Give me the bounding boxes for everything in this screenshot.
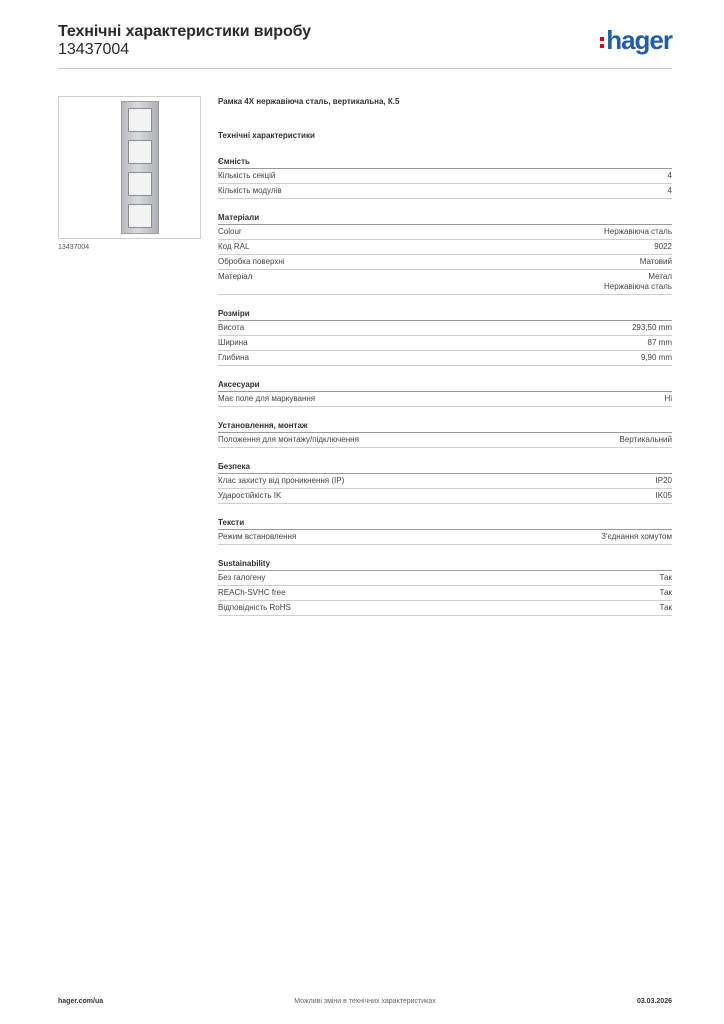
- spec-row: [218, 321, 672, 336]
- section-title: Установлення, монтаж: [218, 420, 672, 433]
- section-title: Аксесуари: [218, 379, 672, 392]
- spec-row: [218, 433, 672, 448]
- spec-row: [218, 225, 672, 240]
- spec-row: [218, 530, 672, 545]
- spec-label: Кількість модулів: [218, 186, 282, 195]
- spec-row: [218, 571, 672, 586]
- frame-opening: [128, 140, 152, 164]
- footer-website-link[interactable]: hager.com/ua: [58, 998, 104, 1005]
- spec-row: [218, 392, 672, 407]
- spec-value: З'єднання хомутом: [601, 532, 672, 541]
- spec-row: [218, 351, 672, 366]
- document-title: Технічні характеристики виробу: [58, 23, 311, 40]
- spec-label: Обробка поверхні: [218, 257, 285, 266]
- frame-opening: [128, 204, 152, 228]
- spec-label: Має поле для маркування: [218, 394, 316, 403]
- spec-value: 4: [667, 171, 672, 180]
- spec-label: Матеріал: [218, 272, 253, 281]
- spec-label: Висота: [218, 323, 245, 332]
- product-code: 13437004: [58, 41, 130, 58]
- spec-section: [218, 420, 672, 448]
- spec-label: Відповідність RoHS: [218, 603, 291, 612]
- spec-value: Вертикальний: [619, 435, 672, 444]
- logo-text: hager: [606, 24, 672, 55]
- spec-row: [218, 169, 672, 184]
- spec-section: [218, 156, 672, 199]
- spec-label: Без галогену: [218, 573, 266, 582]
- section-title: Матеріали: [218, 212, 672, 225]
- spec-row: [218, 255, 672, 270]
- section-title: Безпека: [218, 461, 672, 474]
- logo-dots-icon: [600, 37, 604, 48]
- spec-label: Клас захисту від проникнення (IP): [218, 476, 345, 485]
- product-image-frame: [121, 101, 159, 234]
- spec-value: 9022: [654, 242, 672, 251]
- section-title: Розміри: [218, 308, 672, 321]
- spec-section: [218, 517, 672, 545]
- page-header: [58, 22, 672, 59]
- spec-label: Ширина: [218, 338, 248, 347]
- spec-heading: Технічні характеристики: [218, 131, 315, 140]
- spec-section: [218, 379, 672, 407]
- spec-value: Так: [659, 603, 672, 612]
- spec-label: Код RAL: [218, 242, 250, 251]
- section-title: Тексти: [218, 517, 672, 530]
- specifications: [218, 96, 672, 616]
- spec-row: [218, 184, 672, 199]
- spec-section: [218, 461, 672, 504]
- section-title: Sustainability: [218, 558, 672, 571]
- spec-value: 87 mm: [647, 338, 672, 347]
- spec-value: Так: [659, 573, 672, 582]
- spec-label: Глибина: [218, 353, 249, 362]
- spec-sections: [218, 156, 672, 616]
- spec-row: [218, 474, 672, 489]
- spec-row: [218, 336, 672, 351]
- spec-value: Матовий: [639, 257, 672, 266]
- spec-value: Метал Нержавіюча сталь: [603, 272, 672, 291]
- spec-label: REACh-SVHC free: [218, 588, 286, 597]
- spec-label: Ударостійкість IK: [218, 491, 282, 500]
- product-name: Рамка 4X нержавіюча сталь, вертикальна, К.5: [218, 97, 400, 106]
- spec-label: Кількість секцій: [218, 171, 276, 180]
- header-divider: [58, 68, 672, 69]
- spec-label: Положення для монтажу/підключення: [218, 435, 359, 444]
- spec-value: 9,90 mm: [640, 353, 672, 362]
- product-image-box: [58, 96, 201, 239]
- product-image-caption: 13437004: [58, 244, 90, 251]
- spec-row: [218, 586, 672, 601]
- spec-value: Так: [659, 588, 672, 597]
- spec-row: [218, 601, 672, 616]
- spec-section: [218, 212, 672, 295]
- spec-value: Нержавіюча сталь: [603, 227, 672, 236]
- frame-opening: [128, 172, 152, 196]
- spec-value: IK05: [655, 491, 672, 500]
- hager-logo: [600, 24, 672, 56]
- spec-value: IP20: [655, 476, 672, 485]
- footer-date: 03.03.2026: [636, 998, 672, 1005]
- section-title: Ємність: [218, 156, 672, 169]
- spec-value: Ні: [664, 394, 672, 403]
- footer-notice: Можливі зміни в технічних характеристиках: [294, 998, 436, 1005]
- spec-row: [218, 489, 672, 504]
- spec-value: 4: [667, 186, 672, 195]
- spec-row: [218, 270, 672, 295]
- frame-opening: [128, 108, 152, 132]
- spec-label: Colour: [218, 227, 242, 236]
- spec-section: [218, 308, 672, 366]
- spec-value: 293,50 mm: [631, 323, 672, 332]
- spec-label: Режим встановлення: [218, 532, 297, 541]
- spec-section: [218, 558, 672, 616]
- spec-row: [218, 240, 672, 255]
